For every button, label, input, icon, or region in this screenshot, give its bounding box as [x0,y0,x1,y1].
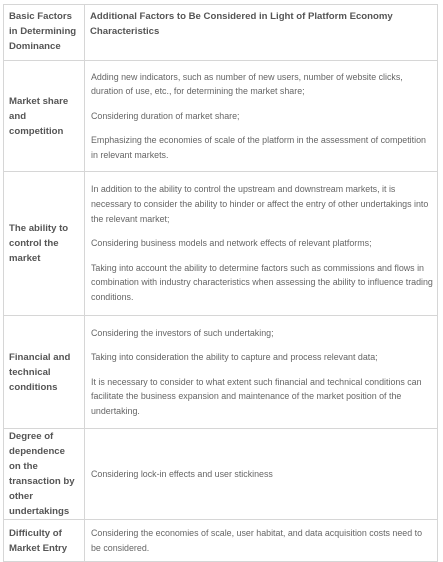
detail-text: It is necessary to consider to what extent such financial and technical conditions can facilitate the business expansion and maintenance of the market position of the undertaking. [91,376,422,416]
detail-text: Considering the investors of such undertaking; [91,327,274,338]
table-row [4,316,438,429]
details-cell [85,316,438,429]
factor-cell: Market share and competition [4,61,85,172]
header-basic-factors: Basic Factors in Determining Dominance [4,5,85,61]
detail-text: Emphasizing the economies of scale of the platform in the assessment of competition in relevant markets. [91,135,426,160]
table-row [4,520,438,562]
table-row [4,61,438,172]
detail-text: Adding new indicators, such as number of new users, number of website clicks, duration of use, etc., for determining the market share; [91,71,403,97]
detail-text: Considering lock-in effects and user stickiness [91,468,273,479]
detail-text: Considering duration of market share; [91,110,240,121]
detail-text: Taking into consideration the ability to capture and process relevant data; [91,352,378,363]
details-cell [85,429,438,520]
factor-cell: Financial and technical conditions [4,316,85,429]
details-cell [85,520,438,562]
factor-cell: Difficulty of Market Entry [4,520,85,562]
dominance-factors-table [3,4,438,562]
detail-text: In addition to the ability to control the upstream and downstream markets, it is necessary to consider the ability to hinder or affect the entry of other undertakings into the relevant market; [91,184,429,224]
table-row [4,172,438,316]
details-cell [85,61,438,172]
factor-cell: The ability to control the market [4,172,85,316]
detail-text: Considering the economies of scale, user habitat, and data acquisition costs need to be considered. [91,528,423,553]
detail-text: Considering business models and network effects of relevant platforms; [91,238,372,249]
header-additional-factors: Additional Factors to Be Considered in Light of Platform Economy Characteristics [85,5,438,61]
table-row [4,429,438,520]
details-cell [85,172,438,316]
table-header-row [4,5,438,61]
dominance-factors-table-wrapper [3,4,437,562]
detail-text: Taking into account the ability to determine factors such as commissions and flows in combination with industry characteristics when assessing the ability to influence trading conditions. [91,262,433,302]
factor-cell: Degree of dependence on the transaction by other undertakings [4,429,85,520]
